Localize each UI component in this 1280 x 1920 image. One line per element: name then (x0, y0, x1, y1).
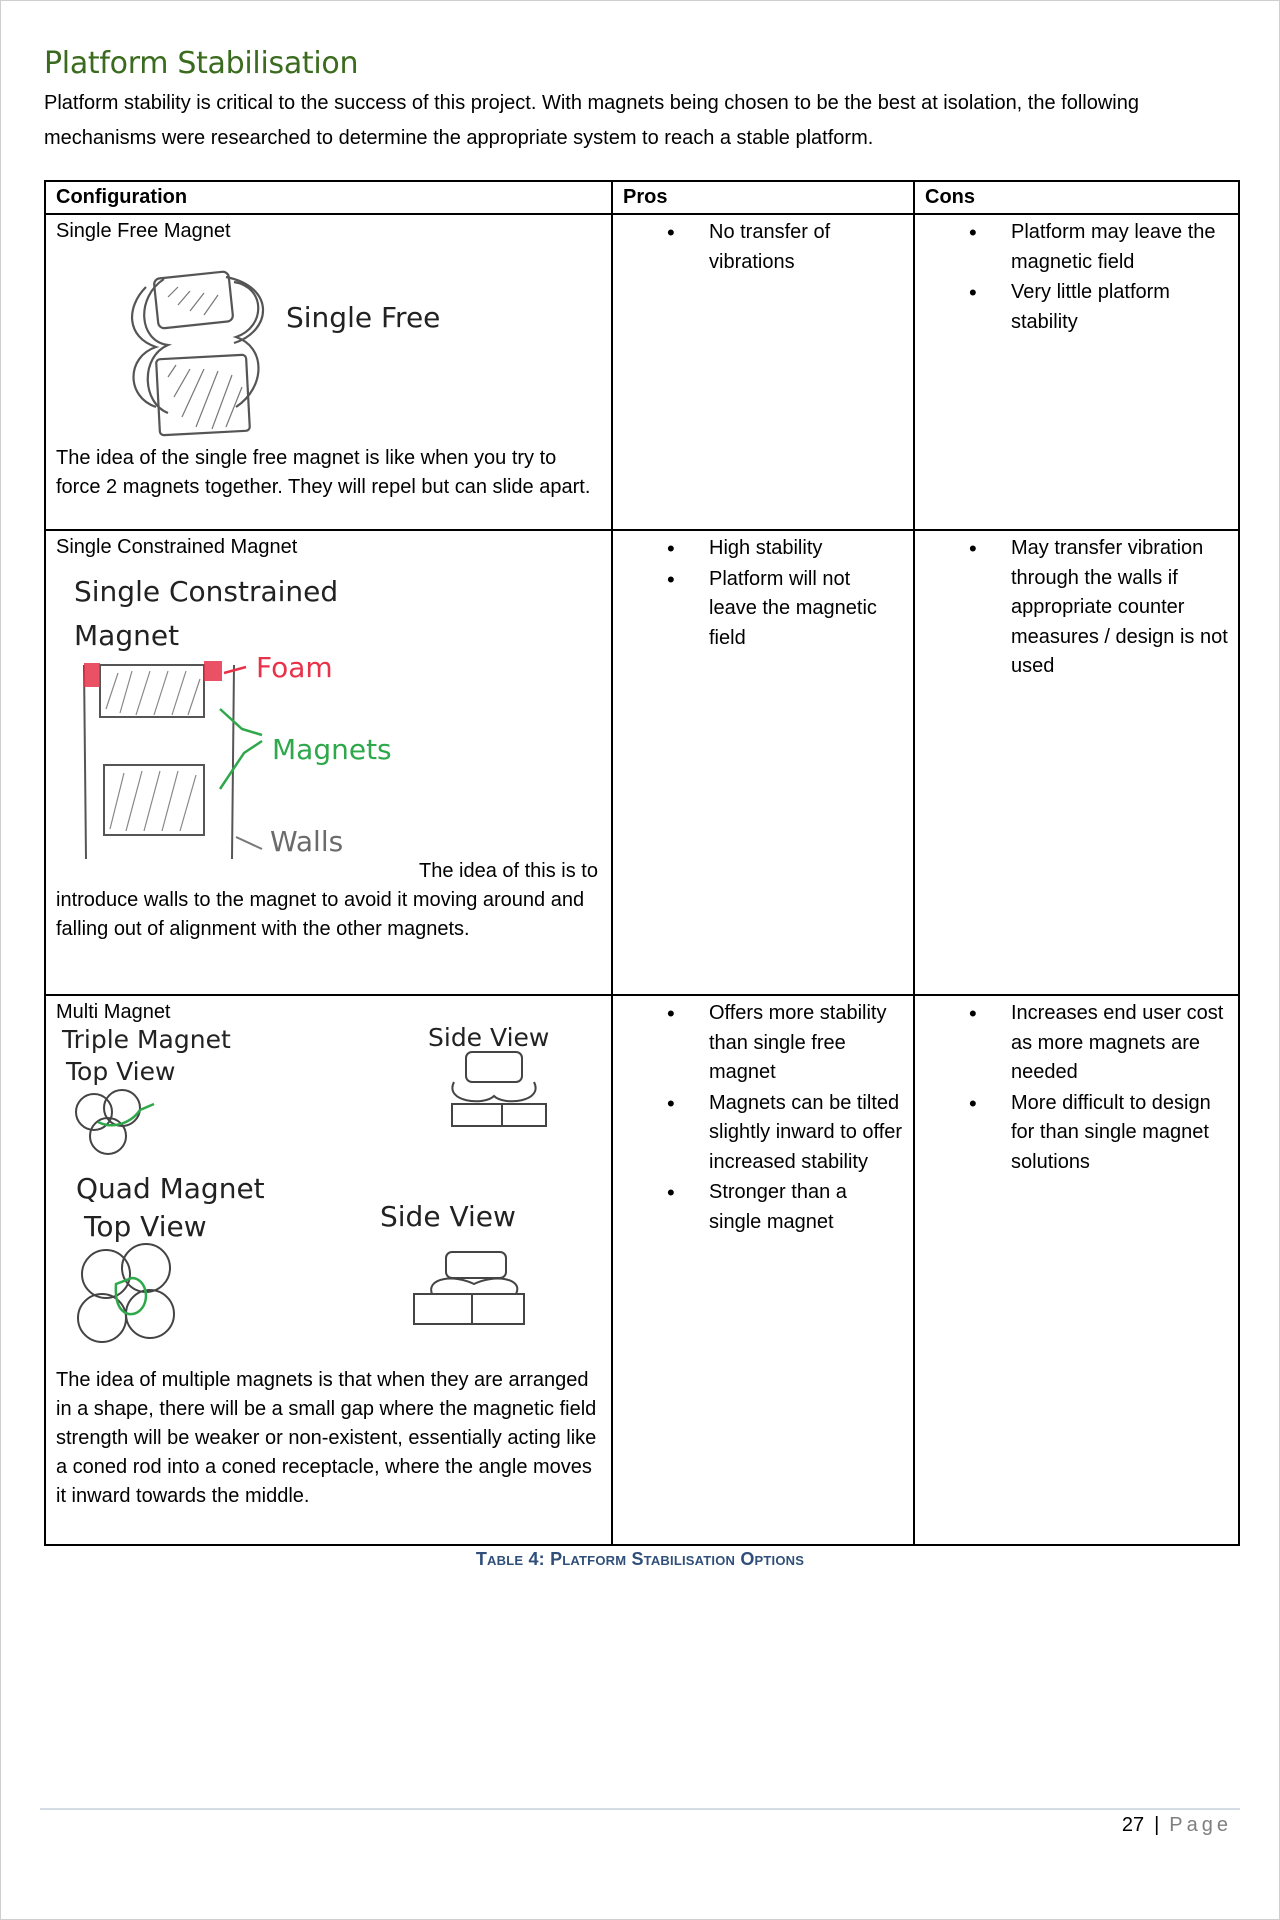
table-row (45, 530, 1239, 995)
con-item: • Very little platform stability (925, 278, 1228, 337)
sketch-label-side-view-triple: Side View (428, 1023, 550, 1052)
sketch-label-triple-magnet: Triple Magnet (62, 1025, 231, 1054)
configuration-description: The idea of the single free magnet is like when you try to force 2 magnets together. They will repel but can slide apart. (56, 447, 591, 498)
caption-text: Platform Stabilisation Options (550, 1549, 805, 1569)
cons-list (925, 218, 1228, 337)
page-number (1122, 1814, 1232, 1837)
pros-list (623, 534, 903, 653)
configuration-name: Single Free Magnet (56, 220, 231, 242)
configuration-cell (45, 530, 612, 995)
cons-cell (914, 530, 1239, 995)
sketch-label-top-view-triple: Top View (66, 1057, 176, 1086)
con-item: • More difficult to design for than single magnet solutions (925, 1089, 1228, 1178)
pro-item: • Stronger than a single magnet (623, 1178, 903, 1237)
con-item: • Platform may leave the magnetic field (925, 218, 1228, 277)
cons-cell (914, 995, 1239, 1545)
page-number-separator: | (1154, 1814, 1160, 1836)
configuration-cell (45, 214, 612, 530)
pro-item: • Platform will not leave the magnetic field (623, 565, 903, 654)
single-free-sketch (116, 257, 446, 447)
intro-paragraph: Platform stability is critical to the success of this project. With magnets being chosen to be the best at isolation, the following mechanisms were researched to determine the appropriate system to reach a stable platform. (44, 92, 1139, 149)
multi-magnet-sketch (54, 1022, 594, 1362)
page-number-value: 27 (1121, 1814, 1145, 1836)
header-cons: Cons (914, 181, 1239, 214)
stabilisation-options-table (44, 180, 1240, 1546)
pro-item: • High stability (623, 534, 903, 564)
configuration-name: Multi Magnet (56, 1001, 171, 1023)
sketch-label-single-free: Single Free (286, 301, 441, 334)
cons-cell (914, 214, 1239, 530)
pro-item: • Magnets can be tilted slightly inward to offer increased stability (623, 1089, 903, 1178)
pros-list (623, 218, 903, 277)
configuration-description: The idea of multiple magnets is that when they are arranged in a shape, there will be a small gap where the magnetic field strength will be weaker or non-existent, essentially acting like a coned rod into a coned receptacle, where the angle moves it inward towards the middle. (56, 1369, 597, 1507)
sketch-label-walls: Walls (270, 825, 344, 858)
table-row (45, 995, 1239, 1545)
sketch-label-foam: Foam (256, 651, 333, 684)
sketch-label-magnets: Magnets (272, 733, 392, 766)
configuration-description: The idea of this is to introduce walls to the magnet to avoid it moving around and falling out of alignment with the other magnets. (56, 860, 598, 940)
pro-item: • No transfer of vibrations (623, 218, 903, 277)
section-heading: Platform Stabilisation (44, 46, 359, 81)
caption-prefix: Table 4: (475, 1549, 551, 1569)
header-configuration: Configuration (45, 181, 612, 214)
table-caption (0, 1549, 1280, 1570)
pros-list (623, 999, 903, 1237)
con-item: • Increases end user cost as more magnets are needed (925, 999, 1228, 1088)
pros-cell (612, 530, 914, 995)
configuration-name: Single Constrained Magnet (56, 536, 298, 558)
pros-cell (612, 995, 914, 1545)
pro-item: • Offers more stability than single free magnet (623, 999, 903, 1088)
pros-cell (612, 214, 914, 530)
page-label: Page (1169, 1814, 1232, 1836)
sketch-label-magnet: Magnet (74, 619, 180, 652)
sketch-label-top-view-quad: Top View (84, 1210, 207, 1243)
header-pros: Pros (612, 181, 914, 214)
table-header-row (45, 181, 1239, 214)
sketch-label-single-constrained: Single Constrained (74, 575, 339, 608)
footer-divider (40, 1808, 1240, 1810)
configuration-cell (45, 995, 612, 1545)
con-item: • May transfer vibration through the walls if appropriate counter measures / design is not used (925, 534, 1228, 682)
cons-list (925, 999, 1228, 1177)
single-constrained-sketch (66, 569, 426, 869)
table-row (45, 214, 1239, 530)
sketch-label-side-view-quad: Side View (380, 1200, 516, 1233)
sketch-label-quad-magnet: Quad Magnet (76, 1172, 265, 1205)
cons-list (925, 534, 1228, 682)
